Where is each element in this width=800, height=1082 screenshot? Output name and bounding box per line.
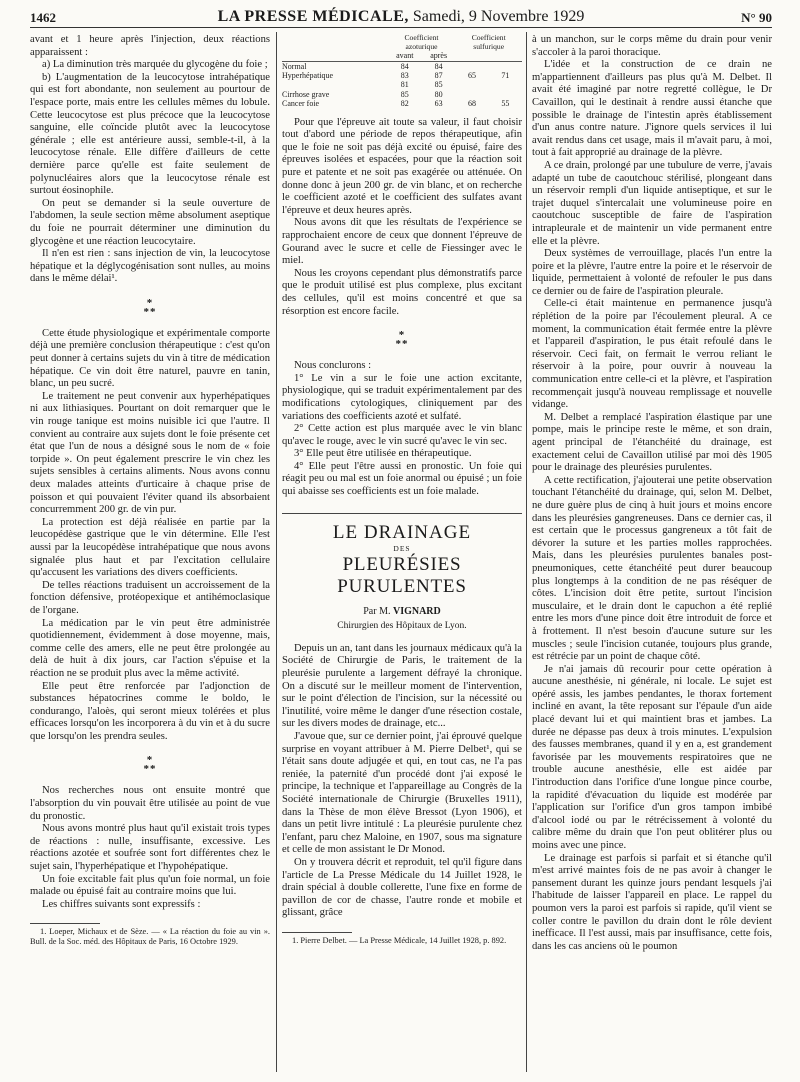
row-label: Normal [282, 61, 307, 71]
cell [455, 61, 488, 71]
column-1 [30, 34, 270, 947]
cell: 81 [400, 80, 409, 90]
cell [489, 90, 522, 99]
article-title-line-2: DES [393, 543, 411, 553]
paragraph: 3° Elle peut être utilisée en thérapeutique. [294, 448, 472, 460]
cell [489, 61, 522, 71]
cell: 84 [400, 61, 409, 71]
row-label [282, 80, 388, 89]
paragraph: On y trouvera décrit et reproduit, tel qu'il figure dans l'article de La Presse Médicale du 14 Juillet 1928, le drain spécial à double collerette, l'une fixe en forme de pavillon de cor de chasse, l'autre ronde et mobile et glissant, grâce [282, 856, 522, 919]
paragraph: Nous les croyons cependant plus démonstratifs parce que le produit utilisé est plus complexe, plus excitant des cellules, qu'il est moins concentré et que sa résorption est encore facile. [282, 267, 522, 317]
cell: 80 [434, 89, 443, 99]
paragraph: avant et 1 heure après l'injection, deux réactions apparaissent : [30, 34, 270, 58]
table-row [282, 90, 522, 99]
paragraph: J'avoue que, sur ce dernier point, j'ai éprouvé quelque surprise en voyant attribuer à M. Pierre Delbet¹, qui se l'était sans doute adjugée et qui, en tout cas, ne l'a pas reniée, la paternité d'un procédé dont j'ai exposé le principe, la technique et l'appareillage au Congrès de la Société internationale de Chirurgie (Bruxelles 1911), dans la Thèse de mon élève Bressot (Lyon 1906), et dans un petit livre intitulé : La pleurésie purulente chez l'enfant, paru chez Maloine, en 1907, sous ma signature et celle de mon assistant le Dr Monod. [282, 731, 522, 856]
paragraph: Pour que l'épreuve ait toute sa valeur, il faut choisir tout d'abord une période de repos thérapeutique, afin que le foie ne soit pas déjà excité ou épuisé, faire des épreuves isolées et espacées, pour que la réaction soit pure et patente et ne soit pas exagérée ou atténuée. On donne donc à jeun 200 gr. de vin blanc, et on recherche le coefficient azoté et le coefficient des sulfates avant l'épreuve et deux heures après. [282, 116, 522, 216]
col-avant: avant [388, 51, 422, 61]
header-rule [30, 27, 772, 28]
paragraph: Nous avons montré plus haut qu'il existait trois types de réactions : nulle, insuffisante, excessive. Les réactions azotée et soufrée sont fort différentes chez le sujet sain, l'hyperhépatique et l'hypohépatique. [30, 823, 270, 873]
cell: 84 [434, 61, 443, 71]
cell: 83 [400, 71, 409, 80]
paragraph: A cette rectification, j'ajouterai une petite observation touchant l'étanchéité du drainage, qui, selon M. Delbet, ne dure guère plus de cinq à huit jours et moins encore dans les pleurésies gangreneuses. Dans ce dernier cas, il est certain que le processus gangreneux a tôt fait de dévorer la suture et les parties molles rapprochées. Mais, dans les pleurésies purulentes banales post-pneumoniques, cette étanchéité peut durer beaucoup plus longtemps à la condition de ne pas réséquer de côtes. L'incision doit être petite, surtout l'incision musculaire, et le drain dont le capuchon a été replié entre les mors d'une pince doit être introduit de force et à frottement. Il n'est besoin d'aucune suture sur les muscles ; seule l'incision cutanée, toujours plus grande, est rétrécie par un point de chaque côté. [532, 474, 772, 663]
paragraph: Celle-ci était maintenue en permanence jusqu'à réplétion de la poire par l'écoulement pleural. A ce moment, la communication était fermée entre la plèvre et l'appareil d'aspiration, le pus était refoulé dans le réservoir. Ceci fait, on fermait le verrou reliant le réservoir à la poire, pour ouvrir à nouveau la communication entre celle-ci et la plèvre, et l'aspiration recommençait jusqu'à nouveau remplissage et nouvelle vidange. [532, 298, 772, 411]
footnote-rule [282, 932, 352, 933]
page-number: 1462 [30, 10, 56, 25]
paragraph: b) L'augmentation de la leucocytose intrahépatique qui est fort abondante, non seulement au pourtour de l'espace porte, mais entre les cellules mêmes du lobule. Cette leucocytose est plus précoce que la leucocytose sanguine, elle coïncide plutôt avec la leucocytose générale ; elle est antérieure aussi, semble-t-il, à la leucocytose rénale. Elle diffère d'ailleurs de cette dernière parce qu'elle est faite seulement de polynucléaires alors que la leucocytose rénale est surtout éosinophile. [30, 71, 270, 197]
col-apres: après [422, 51, 455, 61]
paragraph: On peut se demander si la seule ouverture de l'abdomen, la seule section même absolument aseptique du foie ne pourrait déterminer une diminution du glycogène et une réaction leucocytaire. [30, 197, 270, 247]
asterism: * ** [143, 296, 157, 318]
paragraph: M. Delbet a remplacé l'aspiration élastique par une pompe, mais le principe reste le même, et son drain, agent principal de l'étanchéité du drainage, est exactement celui de Cavaillon utilisé par moi dès 1905 pour le drainage des pleurésies purulentes. [532, 411, 772, 474]
cell [455, 90, 488, 99]
paragraph: à un manchon, sur le corps même du drain pour venir s'accoler à la paroi thoracique. [532, 34, 772, 58]
paragraph: 2° Cette action est plus marquée avec le vin blanc qu'avec le rouge, avec le vin sucré qu'avec le vin sec. [282, 423, 522, 447]
table-header-sulfurique: Coefficient sulfurique [471, 33, 506, 51]
paragraph: Les chiffres suivants sont expressifs : [42, 898, 201, 910]
journal-title [30, 8, 772, 26]
cell: 63 [434, 99, 443, 109]
paragraph: Le traitement ne peut convenir aux hyperhépatiques ni aux lithiasiques. Pourtant on doit remarquer que le vin rouge tanique est moins nuisible ici que l'autre. Il convient au contraire aux sujets dont le foie présente cet état que l'un de nous a désigné sous le nom de « foie torpide ». On peut également prescrire le vin chez les sujets sensibles à certains aliments. Nous avons connu deux malades atteints d'urticaire à chaque prise de poisson et qui pouvaient l'éviter quand ils absorbaient concurremment 200 gr. de vin pur. [30, 390, 270, 516]
paragraph: A ce drain, prolongé par une tubulure de verre, j'avais adapté un tube de caoutchouc stérilisé, plongeant dans un réservoir rempli d'un liquide antiseptique, et sur le trajet duquel s'intercalait une volumineuse poire en caoutchouc susceptible de faire de l'aspiration intrapleurale et de maintenir un vide permanent entre elle et la plèvre. [532, 159, 772, 247]
page-header [30, 6, 772, 28]
row-label: Cirrhose grave [282, 89, 330, 99]
paragraph: Je n'ai jamais dû recourir pour cette opération à aucune anesthésie, ni générale, ni locale. Le sujet est opéré assis, les jambes pendantes, le thorax fortement incliné en avant, la tête reposant sur l'épaule d'un aide placé devant lui et qui maintient bras et jambes. La durée ne dépasse pas deux à trois minutes. L'expulsion des fausses membranes, quand il y en a, est grandement favorisée par les mouvements respiratoires que ne trouble aucune anesthésie, elle est aidée par l'introduction dans l'orifice d'une longue pince courbe, la rapidité d'évacuation du liquide est modérée par l'application sur l'orifice d'un gros tampon imbibé d'alcool iodé ou par le rétrécissement à volonté du calibre même du drain que l'on peut oblitérer plus ou moins avec une pince. [532, 663, 772, 851]
cell: 85 [434, 80, 443, 90]
paragraph: Nous avons dit que les résultats de l'expérience se rapprochaient encore de ceux que donnent l'épreuve de Gourand avec le sucre et celle de Fiessinger avec le miel. [282, 217, 522, 267]
cell: 87 [434, 71, 443, 80]
cell [489, 80, 522, 89]
paragraph: Cette étude physiologique et expérimentale comporte déjà une première conclusion thérapeutique : c'est qu'on peut donner à certains sujets du vin à titre de médication hépatique. Ce vin doit être naturel, pauvre en tanin, blanc, un peu sucré. [30, 327, 270, 390]
article-title-line-3: PLEURÉSIES PURULENTES [337, 553, 467, 597]
column-2 [282, 34, 522, 946]
table-row [282, 61, 522, 71]
cell: 55 [501, 99, 510, 109]
asterism: * ** [143, 754, 157, 776]
coefficient-table [282, 34, 522, 109]
asterism: * ** [395, 329, 409, 351]
row-label: Hyperhépatique [282, 71, 334, 80]
table-row [282, 71, 522, 80]
paragraph: a) La diminution très marquée du glycogène du foie ; [42, 59, 268, 71]
column-divider [276, 32, 277, 1072]
article-title-line-1: LE DRAINAGE [332, 521, 472, 543]
cell: 68 [468, 99, 477, 109]
paragraph: Il n'en est rien : sans injection de vin, la leucocytose hépatique et la déglycogénisation sont nulles, au moins dans le même délai¹. [30, 248, 270, 285]
journal-name: LA PRESSE MÉDICALE, [217, 8, 409, 25]
column-divider [526, 32, 527, 1072]
paragraph: Nos recherches nous ont ensuite montré que l'absorption du vin pouvait être utilisée au point de vue du pronostic. [30, 785, 270, 822]
cell: 71 [501, 71, 510, 80]
cell: 65 [468, 71, 477, 80]
paragraph: Le drainage est parfois si parfait et si étanche qu'il m'est arrivé maintes fois de ne pas avoir à changer le pansement durant les quinze jours pendant lesquels j'ai l'habitude de laisser l'appareil en place. Le rappel du poumon vers la paroi est parfois si rapide, qu'il vient se coller contre le pavillon du drain dont le rôle devient inefficace. Il l'est aussi, mais par insuffisance, cette fois, dans les cas anciens où le poumon [532, 852, 772, 952]
footnote: 1. Pierre Delbet. — La Presse Médicale, 14 Juillet 1928, p. 892. [292, 935, 507, 945]
paragraph: Un foie excitable fait plus qu'un foie normal, un foie malade ou épuisé fait au contraire moins que lui. [30, 873, 270, 898]
paragraph: Elle peut être renforcée par l'adjonction de substances hépatocrines comme le boldo, le condurango, l'aloès, qui seront mieux tolérées et plus efficaces lorsqu'on les incorporera à du vin et à du sucre que lorsqu'on les prendra seules. [30, 680, 270, 742]
cell [455, 80, 488, 89]
paragraph: L'idée et la construction de ce drain ne m'appartiennent d'ailleurs pas plus qu'à M. Delbet. Il avait été imaginé par notre regretté collègue, le Dr Cavaillon, qui le destinait à rendre aussi étanche que possible le drainage de l'intestin après établissement d'un anus contre nature. J'ignore quels services il lui avait rendus dans cet usage, mais il m'avait paru, à moi, tout à fait approprié au drainage de la plèvre. [532, 59, 772, 159]
column-3 [532, 34, 772, 953]
table-row [282, 80, 522, 89]
issue-date: Samedi, 9 Novembre 1929 [408, 8, 585, 25]
paragraph: La protection est déjà réalisée en partie par la leucopédèse gastrique que le vin détermine. Elle l'est aussi par la leucopédèse intrahépatique que nous avons signalée plus haut et par l'excitation cellulaire qu'accusent les variations des divers coefficients. [30, 516, 270, 579]
author-name: VIGNARD [392, 605, 441, 617]
paragraph: 4° Elle peut l'être aussi en pronostic. Un foie qui réagit peu ou mal est un foie anormal ou épuisé ; un foie qui abaisse ses coefficients est un foie malade. [282, 460, 522, 498]
author-prefix: Par M. [363, 605, 393, 617]
table-row [282, 99, 522, 108]
paragraph: Deux systèmes de verrouillage, placés l'un entre la poire et la plèvre, l'autre entre la poire et le réservoir de liquide, permettaient à volonté de refouler le pus dans ce dernier ou de faire de l'aspiration pleurale. [532, 248, 772, 297]
author-affiliation: Chirurgien des Hôpitaux de Lyon. [337, 621, 467, 632]
row-label: Cancer foie [282, 99, 320, 109]
footnote: 1. Loeper, Michaux et de Sèze. — « La réaction du foie au vin ». Bull. de la Soc. méd. des Hôpitaux de Paris, 16 Octobre 1929. [30, 927, 270, 947]
footnote-rule [30, 923, 100, 924]
author-line [282, 606, 522, 619]
article-heading [282, 513, 522, 633]
paragraph: 1° Le vin a sur le foie une action excitante, physiologique, qui se traduit expérimentalement par des modifications cytologiques, cliniquement par des variations des coefficients azoté et sulfaté. [282, 372, 522, 422]
paragraph: Depuis un an, tant dans les journaux médicaux qu'à la Société de Chirurgie de Paris, le traitement de la pleurésie purulente a largement défrayé la chronique. On a discuté sur le meilleur moment de l'intervention, sur le point d'élection de l'incision, sur la nécessité ou l'inutilité, voire même le danger d'une résection costale, sur les divers modes de drainage, etc... [282, 642, 522, 730]
cell: 82 [400, 99, 409, 109]
paragraph: Nous conclurons : [294, 360, 372, 372]
table-header-azoturique: Coefficient azoturique [404, 33, 439, 51]
cell: 85 [400, 89, 409, 99]
paragraph: De telles réactions traduisent un accroissement de la fonction défensive, protéopexique et antihémoclasique de l'organe. [30, 579, 270, 616]
issue-number: N° 90 [741, 10, 772, 25]
paragraph: La médication par le vin peut être administrée quotidiennement, évidemment à dose moyenne, mais, comme celle des amers, elle ne peut être prolongée au delà de huit à dix jours, car l'action s'épuise et la réaction ne se produit plus avec la même activité. [30, 617, 270, 679]
